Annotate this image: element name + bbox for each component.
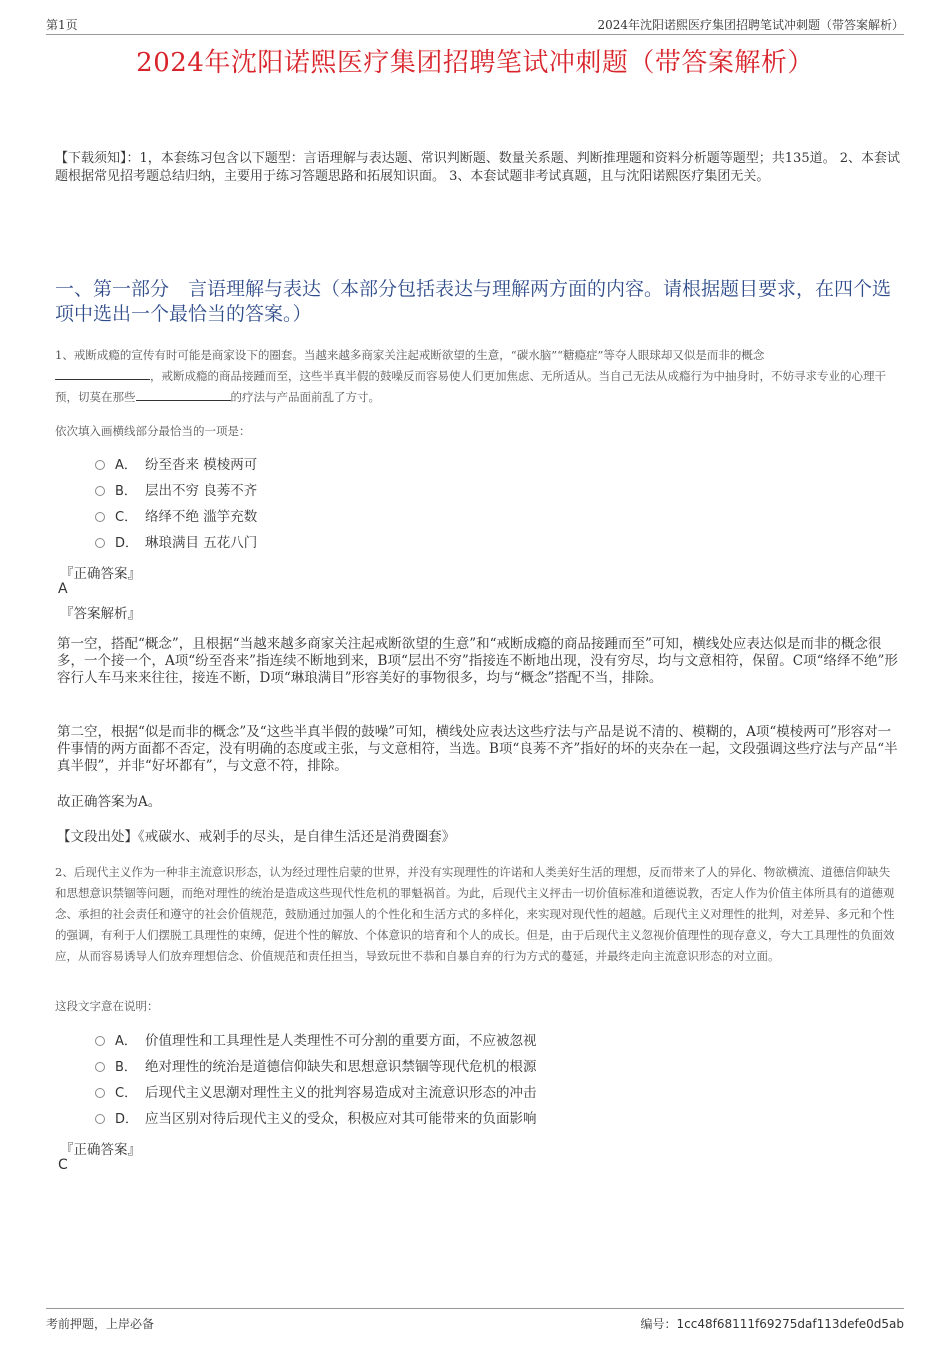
question-1-options xyxy=(95,452,257,556)
option-letter: B． xyxy=(115,1060,137,1075)
question-1-text-part3: 的疗法与产品面前乱了方寸。 xyxy=(230,390,380,404)
document-id: 编号：1cc48f68111f69275daf113defe0d5ab xyxy=(640,1317,904,1331)
correct-answer-label: 『正确答案』 xyxy=(60,566,141,582)
option-b[interactable] xyxy=(95,1054,537,1080)
analysis-paragraph-2: 第二空，根据“似是而非的概念”及“这些半真半假的鼓噪”可知，横线处应表达这些疗法与产品是说不清的、模糊的，A项“模棱两可”形容对一件事情的两方面都不否定，没有明确的态度或主张，与文意相符，当选。B项“良莠不齐”指好的坏的夹杂在一起，文段强调这些疗法与产品“半真半假”，并非“好坏都有”，与文意不符，排除。 xyxy=(57,724,898,774)
section-title: 一、第一部分 言语理解与表达（本部分包括表达与理解两方面的内容。请根据题目要求，在四个选项中选出一个最恰当的答案。） xyxy=(55,278,892,325)
option-letter: B． xyxy=(115,484,137,499)
option-c[interactable] xyxy=(95,1080,537,1106)
radio-icon[interactable] xyxy=(95,1036,105,1046)
question-2-options xyxy=(95,1028,537,1132)
option-letter: C． xyxy=(115,510,138,525)
option-text: 后现代主义思潮对理性主义的批判容易造成对主流意识形态的冲击 xyxy=(145,1085,537,1101)
source-reference: 【文段出处】《戒碳水、戒剁手的尽头，是自律生活还是消费圈套》 xyxy=(57,829,456,845)
header-doc-title: 2024年沈阳诺熙医疗集团招聘笔试冲刺题（带答案解析） xyxy=(597,18,904,32)
option-text: 价值理性和工具理性是人类理性不可分割的重要方面，不应被忽视 xyxy=(145,1033,537,1049)
option-letter: A． xyxy=(115,1034,137,1049)
option-a[interactable] xyxy=(95,452,257,478)
question-1-text xyxy=(55,345,900,408)
option-text: 绝对理性的统治是道德信仰缺失和思想意识禁锢等现代危机的根源 xyxy=(145,1059,537,1075)
blank-2 xyxy=(136,388,231,401)
question-2-prompt: 这段文字意在说明： xyxy=(55,999,159,1013)
option-text: 纷至沓来 模棱两可 xyxy=(145,457,258,473)
page-header xyxy=(46,14,904,35)
radio-icon[interactable] xyxy=(95,486,105,496)
question-1-text-part1: 1、戒断成瘾的宣传有时可能是商家设下的圈套。当越来越多商家关注起戒断欲望的生意，“碳水脑”“糖瘾症”等夺人眼球却又似是而非的概念 xyxy=(55,348,765,362)
radio-icon[interactable] xyxy=(95,460,105,470)
correct-answer-value: A xyxy=(58,581,68,597)
correct-answer-value: C xyxy=(58,1157,68,1173)
option-a[interactable] xyxy=(95,1028,537,1054)
radio-icon[interactable] xyxy=(95,512,105,522)
option-letter: A． xyxy=(115,458,137,473)
question-2-text: 2、后现代主义作为一种非主流意识形态，认为经过理性启蒙的世界，并没有实现理性的许诺和人类美好生活的理想，反而带来了人的异化、物欲横流、道德信仰缺失和思想意识禁锢等问题，而绝对理性的统治是造成这些现代性危机的罪魁祸首。为此，后现代主义抨击一切价值标准和道德说教，否定人作为价值主体所具有的道德观念、承担的社会责任和遵守的社会价值规范，鼓励通过加强人的个性化和生活方式的多样化，来实现对现代性的超越。后现代主义对理性的批判，对差异、多元和个性的强调，有利于人们摆脱工具理性的束缚，促进个性的解放、个体意识的培育和个人的成长。但是，由于后现代主义忽视价值理性的现存意义，夸大工具理性的负面效应，从而容易诱导人们放弃理想信念、价值规范和责任担当，导致玩世不恭和自暴自弃的行为方式的蔓延，并最终走向主流意识形态的对立面。 xyxy=(55,865,895,963)
page-footer xyxy=(46,1308,904,1333)
radio-icon[interactable] xyxy=(95,1114,105,1124)
analysis-label: 『答案解析』 xyxy=(60,606,141,622)
analysis-conclusion: 故正确答案为A。 xyxy=(57,794,162,810)
correct-answer-label: 『正确答案』 xyxy=(60,1142,141,1158)
radio-icon[interactable] xyxy=(95,1062,105,1072)
option-text: 琳琅满目 五花八门 xyxy=(145,535,258,551)
option-d[interactable] xyxy=(95,1106,537,1132)
option-letter: D． xyxy=(115,536,139,551)
option-text: 应当区别对待后现代主义的受众，积极应对其可能带来的负面影响 xyxy=(145,1111,537,1127)
page-number: 第1页 xyxy=(46,18,78,32)
option-text: 层出不穷 良莠不齐 xyxy=(145,483,258,499)
download-notice: 【下载须知】：1，本套练习包含以下题型：言语理解与表达题、常识判断题、数量关系题、判断推理题和资料分析题等题型；共135道。 2、本套试题根据常见招考题总结归纳，主要用于练习答题思路和拓展知识面。 3、本套试题非考试真题，且与沈阳诺熙医疗集团无关。 xyxy=(55,151,900,184)
analysis-paragraph-1: 第一空，搭配“概念”，且根据“当越来越多商家关注起戒断欲望的生意”和“戒断成瘾的商品接踵而至”可知，横线处应表达似是而非的概念很多，一个接一个，A项“纷至沓来”指连续不断地到来，B项“层出不穷”指接连不断地出现，没有穷尽，均与文意相符，保留。C项“络绎不绝”形容行人车马来来往往，接连不断，D项“琳琅满目”形容美好的事物很多，均与“概念”搭配不当，排除。 xyxy=(57,636,898,686)
footer-slogan: 考前押题，上岸必备 xyxy=(46,1317,155,1331)
question-1-text-part2: ，戒断成瘾的商品接踵而至，这些半真半假的鼓噪反而容易使人们更加焦虑、无所适从。当自己无法从成瘾行为中抽身时，不妨寻求专业的心理干预，切莫在那些 xyxy=(55,369,886,404)
question-1-prompt: 依次填入画横线部分最恰当的一项是： xyxy=(55,424,251,438)
option-b[interactable] xyxy=(95,478,257,504)
option-c[interactable] xyxy=(95,504,257,530)
option-letter: D． xyxy=(115,1112,139,1127)
document-title: 2024年沈阳诺熙医疗集团招聘笔试冲刺题（带答案解析） xyxy=(136,48,814,78)
option-letter: C． xyxy=(115,1086,138,1101)
blank-1 xyxy=(55,367,150,380)
radio-icon[interactable] xyxy=(95,538,105,548)
option-text: 络绎不绝 滥竽充数 xyxy=(145,509,258,525)
option-d[interactable] xyxy=(95,530,257,556)
radio-icon[interactable] xyxy=(95,1088,105,1098)
